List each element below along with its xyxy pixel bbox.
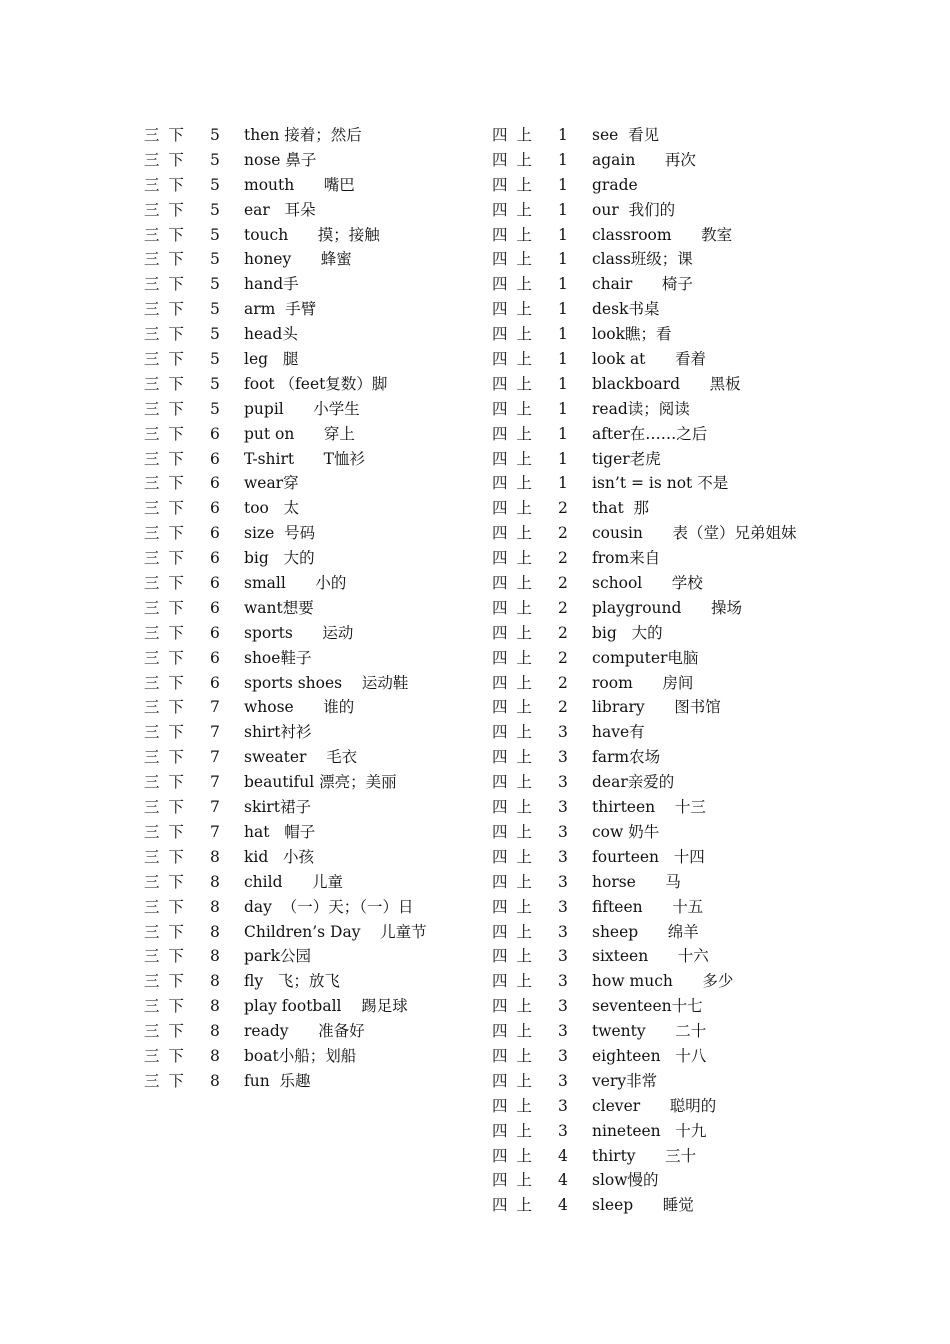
grade-label: 四 上 <box>492 922 534 941</box>
grade-label: 三 下 <box>144 350 186 369</box>
unit-number: 8 <box>210 1071 220 1090</box>
grade-label: 三 下 <box>144 773 186 792</box>
vocabulary-entry: head头 <box>244 325 298 344</box>
grade-label: 三 下 <box>144 897 186 916</box>
unit-number: 5 <box>210 374 220 393</box>
unit-number: 8 <box>210 922 220 941</box>
grade-label: 三 下 <box>144 325 186 344</box>
unit-number: 6 <box>210 499 220 518</box>
unit-number: 1 <box>558 175 568 194</box>
grade-label: 三 下 <box>144 275 186 294</box>
grade-label: 四 上 <box>492 275 534 294</box>
unit-number: 2 <box>558 499 568 518</box>
grade-label: 四 上 <box>492 997 534 1016</box>
vocabulary-entry: sixteen 十六 <box>592 947 709 966</box>
vocabulary-entry: school 学校 <box>592 574 703 593</box>
grade-label: 三 下 <box>144 175 186 194</box>
unit-number: 1 <box>558 300 568 319</box>
grade-label: 三 下 <box>144 200 186 219</box>
grade-label: 四 上 <box>492 225 534 244</box>
grade-label: 四 上 <box>492 1096 534 1115</box>
vocabulary-entry: touch 摸；接触 <box>244 225 380 244</box>
vocabulary-entry: size 号码 <box>244 524 316 543</box>
vocabulary-entry: beautiful 漂亮；美丽 <box>244 773 397 792</box>
vocabulary-entry: sports shoes 运动鞋 <box>244 673 409 692</box>
unit-number: 5 <box>210 399 220 418</box>
vocabulary-entry: play football 踢足球 <box>244 997 408 1016</box>
grade-label: 三 下 <box>144 623 186 642</box>
unit-number: 1 <box>558 200 568 219</box>
grade-label: 四 上 <box>492 300 534 319</box>
unit-number: 5 <box>210 250 220 269</box>
unit-number: 4 <box>558 1146 568 1165</box>
vocabulary-entry: sports 运动 <box>244 623 354 642</box>
unit-number: 1 <box>558 126 568 144</box>
unit-number: 3 <box>558 748 568 767</box>
unit-number: 1 <box>558 399 568 418</box>
grade-label: 四 上 <box>492 598 534 617</box>
grade-label: 四 上 <box>492 524 534 543</box>
unit-number: 6 <box>210 549 220 568</box>
unit-number: 8 <box>210 897 220 916</box>
grade-label: 三 下 <box>144 723 186 742</box>
unit-number: 3 <box>558 897 568 916</box>
unit-number: 7 <box>210 773 220 792</box>
vocabulary-entry: eighteen 十八 <box>592 1046 707 1065</box>
unit-number: 3 <box>558 872 568 891</box>
unit-number: 2 <box>558 648 568 667</box>
unit-number: 8 <box>210 972 220 991</box>
vocabulary-entry: cousin 表（堂）兄弟姐妹 <box>592 524 797 543</box>
grade-label: 四 上 <box>492 150 534 169</box>
vocabulary-entry: very非常 <box>592 1071 658 1090</box>
unit-number: 3 <box>558 1071 568 1090</box>
unit-number: 5 <box>210 150 220 169</box>
unit-number: 8 <box>210 1046 220 1065</box>
vocabulary-entry: mouth 嘴巴 <box>244 175 355 194</box>
grade-label: 三 下 <box>144 798 186 817</box>
unit-number: 8 <box>210 872 220 891</box>
vocabulary-entry: grade <box>592 175 638 194</box>
grade-label: 四 上 <box>492 847 534 866</box>
vocabulary-entry: put on 穿上 <box>244 424 355 443</box>
vocabulary-entry: shoe鞋子 <box>244 648 312 667</box>
grade-label: 三 下 <box>144 499 186 518</box>
unit-number: 3 <box>558 798 568 817</box>
grade-label: 三 下 <box>144 947 186 966</box>
vocabulary-entry: look at 看着 <box>592 350 706 369</box>
vocabulary-entry: fun 乐趣 <box>244 1071 311 1090</box>
unit-number: 7 <box>210 723 220 742</box>
unit-number: 4 <box>558 1171 568 1190</box>
unit-number: 3 <box>558 972 568 991</box>
vocabulary-entry: park公园 <box>244 947 311 966</box>
grade-label: 三 下 <box>144 648 186 667</box>
grade-label: 四 上 <box>492 822 534 841</box>
vocabulary-entry: cow 奶牛 <box>592 822 660 841</box>
vocabulary-entry: shirt衬衫 <box>244 723 312 742</box>
unit-number: 6 <box>210 673 220 692</box>
vocabulary-entry: child 儿童 <box>244 872 344 891</box>
grade-label: 四 上 <box>492 574 534 593</box>
vocabulary-entry: small 小的 <box>244 574 347 593</box>
grade-label: 四 上 <box>492 648 534 667</box>
vocabulary-entry: pupil 小学生 <box>244 399 360 418</box>
vocabulary-entry: classroom 教室 <box>592 225 733 244</box>
vocabulary-entry: sheep 绵羊 <box>592 922 699 941</box>
grade-label: 三 下 <box>144 673 186 692</box>
grade-label: 三 下 <box>144 847 186 866</box>
vocabulary-entry: fly 飞；放飞 <box>244 972 340 991</box>
grade-label: 四 上 <box>492 325 534 344</box>
unit-number: 7 <box>210 748 220 767</box>
vocabulary-entry: have有 <box>592 723 645 742</box>
grade-label: 三 下 <box>144 449 186 468</box>
grade-label: 三 下 <box>144 698 186 717</box>
vocabulary-entry: big 大的 <box>244 549 315 568</box>
grade-label: 三 下 <box>144 922 186 941</box>
vocabulary-entry: twenty 二十 <box>592 1022 707 1041</box>
vocabulary-entry: then 接着；然后 <box>244 126 362 144</box>
vocabulary-entry: that 那 <box>592 499 650 518</box>
vocabulary-entry: tiger老虎 <box>592 449 661 468</box>
unit-number: 3 <box>558 723 568 742</box>
unit-number: 6 <box>210 524 220 543</box>
grade-label: 四 上 <box>492 673 534 692</box>
unit-number: 1 <box>558 424 568 443</box>
grade-label: 三 下 <box>144 250 186 269</box>
unit-number: 1 <box>558 325 568 344</box>
grade-label: 三 下 <box>144 997 186 1016</box>
unit-number: 6 <box>210 424 220 443</box>
vocabulary-entry: arm 手臂 <box>244 300 317 319</box>
grade-label: 四 上 <box>492 175 534 194</box>
grade-label: 三 下 <box>144 524 186 543</box>
unit-number: 7 <box>210 798 220 817</box>
unit-number: 6 <box>210 449 220 468</box>
grade-label: 三 下 <box>144 1022 186 1041</box>
vocabulary-entry: isn’t = is not 不是 <box>592 474 729 493</box>
vocabulary-entry: nineteen 十九 <box>592 1121 707 1140</box>
unit-number: 6 <box>210 598 220 617</box>
unit-number: 7 <box>210 822 220 841</box>
unit-number: 3 <box>558 773 568 792</box>
grade-label: 四 上 <box>492 897 534 916</box>
vocabulary-entry: library 图书馆 <box>592 698 721 717</box>
grade-label: 三 下 <box>144 574 186 593</box>
unit-number: 7 <box>210 698 220 717</box>
grade-label: 三 下 <box>144 972 186 991</box>
grade-label: 四 上 <box>492 872 534 891</box>
unit-number: 1 <box>558 275 568 294</box>
grade-label: 四 上 <box>492 1046 534 1065</box>
vocabulary-entry: honey 蜂蜜 <box>244 250 352 269</box>
vocabulary-entry: fourteen 十四 <box>592 847 705 866</box>
grade-label: 三 下 <box>144 374 186 393</box>
vocabulary-entry: skirt裙子 <box>244 798 311 817</box>
vocabulary-entry: again 再次 <box>592 150 696 169</box>
vocabulary-entry: want想要 <box>244 598 314 617</box>
grade-label: 四 上 <box>492 1121 534 1140</box>
grade-label: 四 上 <box>492 399 534 418</box>
unit-number: 6 <box>210 648 220 667</box>
vocabulary-entry: farm农场 <box>592 748 661 767</box>
unit-number: 8 <box>210 1022 220 1041</box>
grade-label: 四 上 <box>492 1171 534 1190</box>
unit-number: 5 <box>210 350 220 369</box>
unit-number: 5 <box>210 325 220 344</box>
unit-number: 3 <box>558 922 568 941</box>
vocabulary-entry: leg 腿 <box>244 350 299 369</box>
vocabulary-entry: hand手 <box>244 275 299 294</box>
vocabulary-entry: nose 鼻子 <box>244 150 317 169</box>
grade-label: 三 下 <box>144 150 186 169</box>
vocabulary-entry: kid 小孩 <box>244 847 315 866</box>
unit-number: 2 <box>558 673 568 692</box>
vocabulary-entry: our 我们的 <box>592 200 676 219</box>
vocabulary-entry: wear穿 <box>244 474 299 493</box>
vocabulary-entry: dear亲爱的 <box>592 773 675 792</box>
vocabulary-entry: clever 聪明的 <box>592 1096 717 1115</box>
vocabulary-entry: big 大的 <box>592 623 663 642</box>
grade-label: 三 下 <box>144 549 186 568</box>
unit-number: 3 <box>558 847 568 866</box>
grade-label: 四 上 <box>492 698 534 717</box>
vocabulary-entry: thirty 三十 <box>592 1146 697 1165</box>
vocabulary-entry: whose 谁的 <box>244 698 355 717</box>
grade-label: 四 上 <box>492 1022 534 1041</box>
vocabulary-entry: Children’s Day 儿童节 <box>244 922 427 941</box>
unit-number: 1 <box>558 150 568 169</box>
vocabulary-entry: from来自 <box>592 549 661 568</box>
unit-number: 2 <box>558 698 568 717</box>
unit-number: 1 <box>558 250 568 269</box>
vocabulary-entry: class班级；课 <box>592 250 693 269</box>
vocabulary-entry: day （一）天；（一）日 <box>244 897 414 916</box>
unit-number: 6 <box>210 474 220 493</box>
unit-number: 3 <box>558 1046 568 1065</box>
unit-number: 5 <box>210 126 220 144</box>
unit-number: 1 <box>558 449 568 468</box>
grade-label: 四 上 <box>492 200 534 219</box>
grade-label: 四 上 <box>492 1146 534 1165</box>
grade-label: 三 下 <box>144 1046 186 1065</box>
grade-label: 三 下 <box>144 822 186 841</box>
unit-number: 8 <box>210 997 220 1016</box>
vocabulary-entry: ready 准备好 <box>244 1022 365 1041</box>
unit-number: 1 <box>558 350 568 369</box>
grade-label: 四 上 <box>492 374 534 393</box>
grade-label: 三 下 <box>144 126 186 144</box>
vocabulary-entry: fifteen 十五 <box>592 897 704 916</box>
vocabulary-entry: desk书桌 <box>592 300 660 319</box>
unit-number: 5 <box>210 200 220 219</box>
vocabulary-entry: seventeen十七 <box>592 997 703 1016</box>
unit-number: 2 <box>558 574 568 593</box>
grade-label: 三 下 <box>144 872 186 891</box>
unit-number: 3 <box>558 997 568 1016</box>
grade-label: 四 上 <box>492 474 534 493</box>
grade-label: 四 上 <box>492 972 534 991</box>
unit-number: 3 <box>558 822 568 841</box>
grade-label: 三 下 <box>144 399 186 418</box>
grade-label: 四 上 <box>492 499 534 518</box>
unit-number: 6 <box>210 574 220 593</box>
unit-number: 6 <box>210 623 220 642</box>
vocabulary-entry: playground 操场 <box>592 598 742 617</box>
grade-label: 四 上 <box>492 1196 534 1215</box>
vocabulary-entry: slow慢的 <box>592 1171 659 1190</box>
grade-label: 三 下 <box>144 598 186 617</box>
grade-label: 四 上 <box>492 126 534 144</box>
unit-number: 2 <box>558 524 568 543</box>
vocabulary-entry: see 看见 <box>592 126 660 144</box>
unit-number: 1 <box>558 474 568 493</box>
vocabulary-entry: after在……之后 <box>592 424 708 443</box>
unit-number: 8 <box>210 847 220 866</box>
vocabulary-entry: ear 耳朵 <box>244 200 316 219</box>
vocabulary-entry: too 太 <box>244 499 300 518</box>
unit-number: 2 <box>558 623 568 642</box>
unit-number: 8 <box>210 947 220 966</box>
vocabulary-entry: boat小船；划船 <box>244 1046 357 1065</box>
grade-label: 四 上 <box>492 350 534 369</box>
grade-label: 四 上 <box>492 723 534 742</box>
grade-label: 四 上 <box>492 947 534 966</box>
unit-number: 2 <box>558 598 568 617</box>
grade-label: 四 上 <box>492 424 534 443</box>
vocabulary-entry: read读；阅读 <box>592 399 690 418</box>
grade-label: 三 下 <box>144 225 186 244</box>
unit-number: 3 <box>558 1022 568 1041</box>
grade-label: 四 上 <box>492 773 534 792</box>
grade-label: 四 上 <box>492 250 534 269</box>
vocabulary-entry: room 房间 <box>592 673 694 692</box>
vocabulary-entry: sleep 睡觉 <box>592 1196 694 1215</box>
grade-label: 四 上 <box>492 748 534 767</box>
unit-number: 5 <box>210 300 220 319</box>
grade-label: 三 下 <box>144 1071 186 1090</box>
unit-number: 4 <box>558 1196 568 1215</box>
grade-label: 三 下 <box>144 474 186 493</box>
grade-label: 三 下 <box>144 748 186 767</box>
grade-label: 四 上 <box>492 798 534 817</box>
vocabulary-entry: thirteen 十三 <box>592 798 706 817</box>
vocabulary-entry: hat 帽子 <box>244 822 316 841</box>
grade-label: 四 上 <box>492 1071 534 1090</box>
unit-number: 5 <box>210 225 220 244</box>
unit-number: 2 <box>558 549 568 568</box>
grade-label: 四 上 <box>492 549 534 568</box>
unit-number: 3 <box>558 1121 568 1140</box>
vocabulary-entry: sweater 毛衣 <box>244 748 358 767</box>
grade-label: 三 下 <box>144 424 186 443</box>
unit-number: 1 <box>558 374 568 393</box>
unit-number: 5 <box>210 175 220 194</box>
unit-number: 3 <box>558 1096 568 1115</box>
grade-label: 四 上 <box>492 449 534 468</box>
vocabulary-entry: look瞧；看 <box>592 325 672 344</box>
vocabulary-entry: blackboard 黑板 <box>592 374 741 393</box>
grade-label: 四 上 <box>492 623 534 642</box>
vocabulary-entry: horse 马 <box>592 872 681 891</box>
vocabulary-entry: computer电脑 <box>592 648 699 667</box>
vocabulary-entry: chair 椅子 <box>592 275 693 294</box>
grade-label: 三 下 <box>144 300 186 319</box>
unit-number: 1 <box>558 225 568 244</box>
unit-number: 5 <box>210 275 220 294</box>
unit-number: 3 <box>558 947 568 966</box>
vocabulary-entry: foot （feet复数）脚 <box>244 374 388 393</box>
vocabulary-entry: T-shirt T恤衫 <box>244 449 366 468</box>
vocabulary-entry: how much 多少 <box>592 972 734 991</box>
